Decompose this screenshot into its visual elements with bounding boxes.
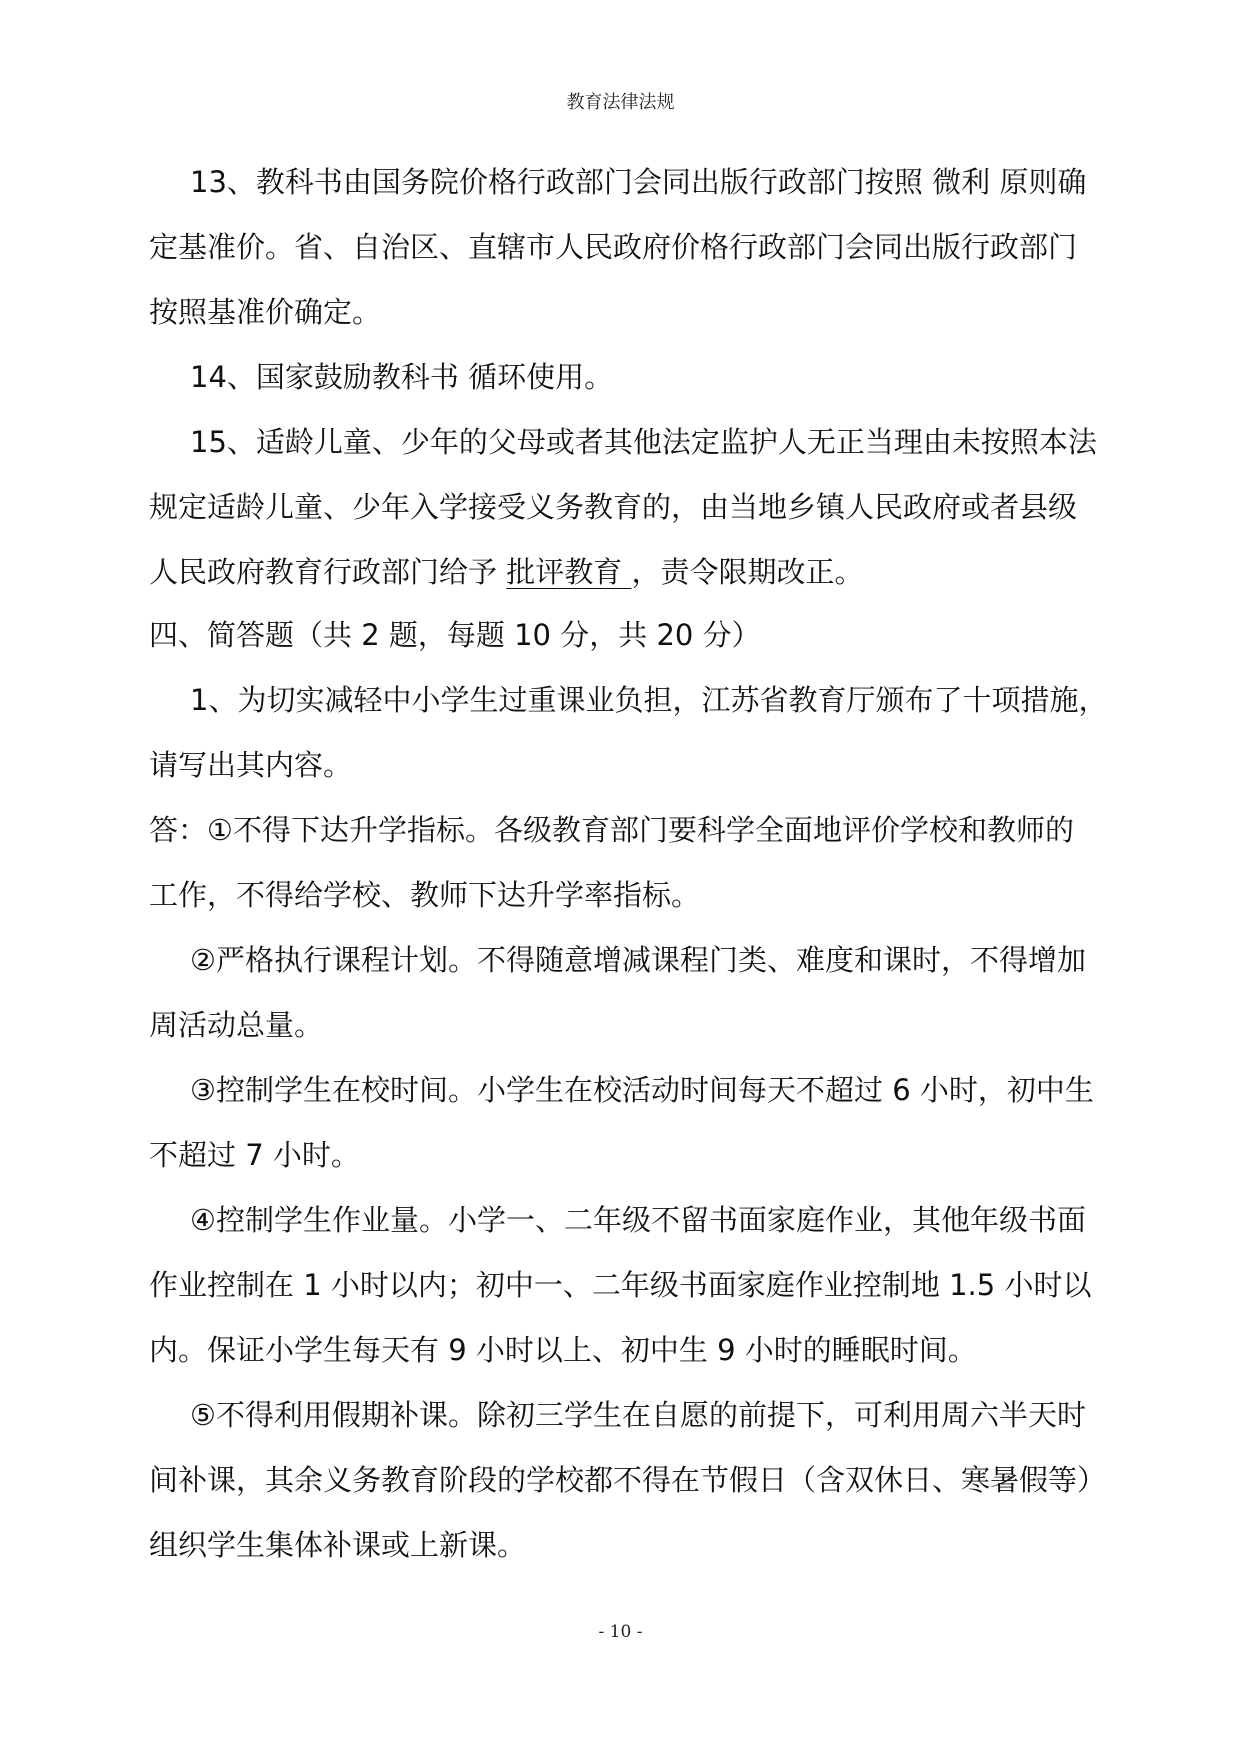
paragraph-15-line-3 — [149, 550, 863, 591]
paragraph-15-line-1: 15、适龄儿童、少年的父母或者其他法定监护人无正当理由未按照本法 — [190, 425, 1097, 459]
answer-item-2-line-2: 周活动总量。 — [149, 1008, 324, 1042]
answer-item-1-line-2: 工作，不得给学校、教师下达升学率指标。 — [149, 878, 701, 912]
paragraph-15-text-a: 人民政府教育行政部门给予 — [149, 555, 507, 589]
question-1-line-1: 1、为切实减轻中小学生过重课业负担，江苏省教育厅颁布了十项措施， — [190, 683, 1108, 717]
page-header: 教育法律法规 — [566, 92, 675, 113]
section-heading: 四、简答题（共 2 题，每题 10 分，共 20 分） — [149, 618, 761, 652]
answer-item-1-line-1: 答：①不得下达升学指标。各级教育部门要科学全面地评价学校和教师的 — [149, 813, 1074, 847]
question-1-line-2: 请写出其内容。 — [149, 748, 353, 782]
answer-item-5-line-3: 组织学生集体补课或上新课。 — [149, 1528, 527, 1562]
page-number: - 10 - — [598, 1622, 643, 1642]
paragraph-15-text-b: ，责令限期改正。 — [631, 555, 864, 589]
paragraph-13-line-3: 按照基准价确定。 — [149, 295, 382, 329]
answer-item-4-line-2: 作业控制在 1 小时以内；初中一、二年级书面家庭作业控制地 1.5 小时以 — [149, 1268, 1092, 1302]
answer-item-5-line-1: ⑤不得利用假期补课。除初三学生在自愿的前提下，可利用周六半天时 — [190, 1398, 1086, 1432]
answer-item-4-line-1: ④控制学生作业量。小学一、二年级不留书面家庭作业，其他年级书面 — [190, 1203, 1086, 1237]
paragraph-14: 14、国家鼓励教科书 循环使用。 — [190, 360, 614, 394]
fill-in-answer: 批评教育 — [506, 555, 632, 589]
answer-item-2-line-1: ②严格执行课程计划。不得随意增减课程门类、难度和课时，不得增加 — [190, 943, 1086, 977]
answer-item-3-line-2: 不超过 7 小时。 — [149, 1138, 360, 1172]
answer-item-4-line-3: 内。保证小学生每天有 9 小时以上、初中生 9 小时的睡眠时间。 — [149, 1333, 977, 1367]
answer-item-3-line-1: ③控制学生在校时间。小学生在校活动时间每天不超过 6 小时，初中生 — [190, 1073, 1094, 1107]
paragraph-13-line-1: 13、教科书由国务院价格行政部门会同出版行政部门按照 微利 原则确 — [190, 165, 1087, 199]
answer-item-5-line-2: 间补课，其余义务教育阶段的学校都不得在节假日（含双休日、寒暑假等） — [149, 1463, 1107, 1497]
paragraph-13-line-2: 定基准价。省、自治区、直辖市人民政府价格行政部门会同出版行政部门 — [149, 230, 1078, 264]
paragraph-15-line-2: 规定适龄儿童、少年入学接受义务教育的，由当地乡镇人民政府或者县级 — [149, 490, 1078, 524]
